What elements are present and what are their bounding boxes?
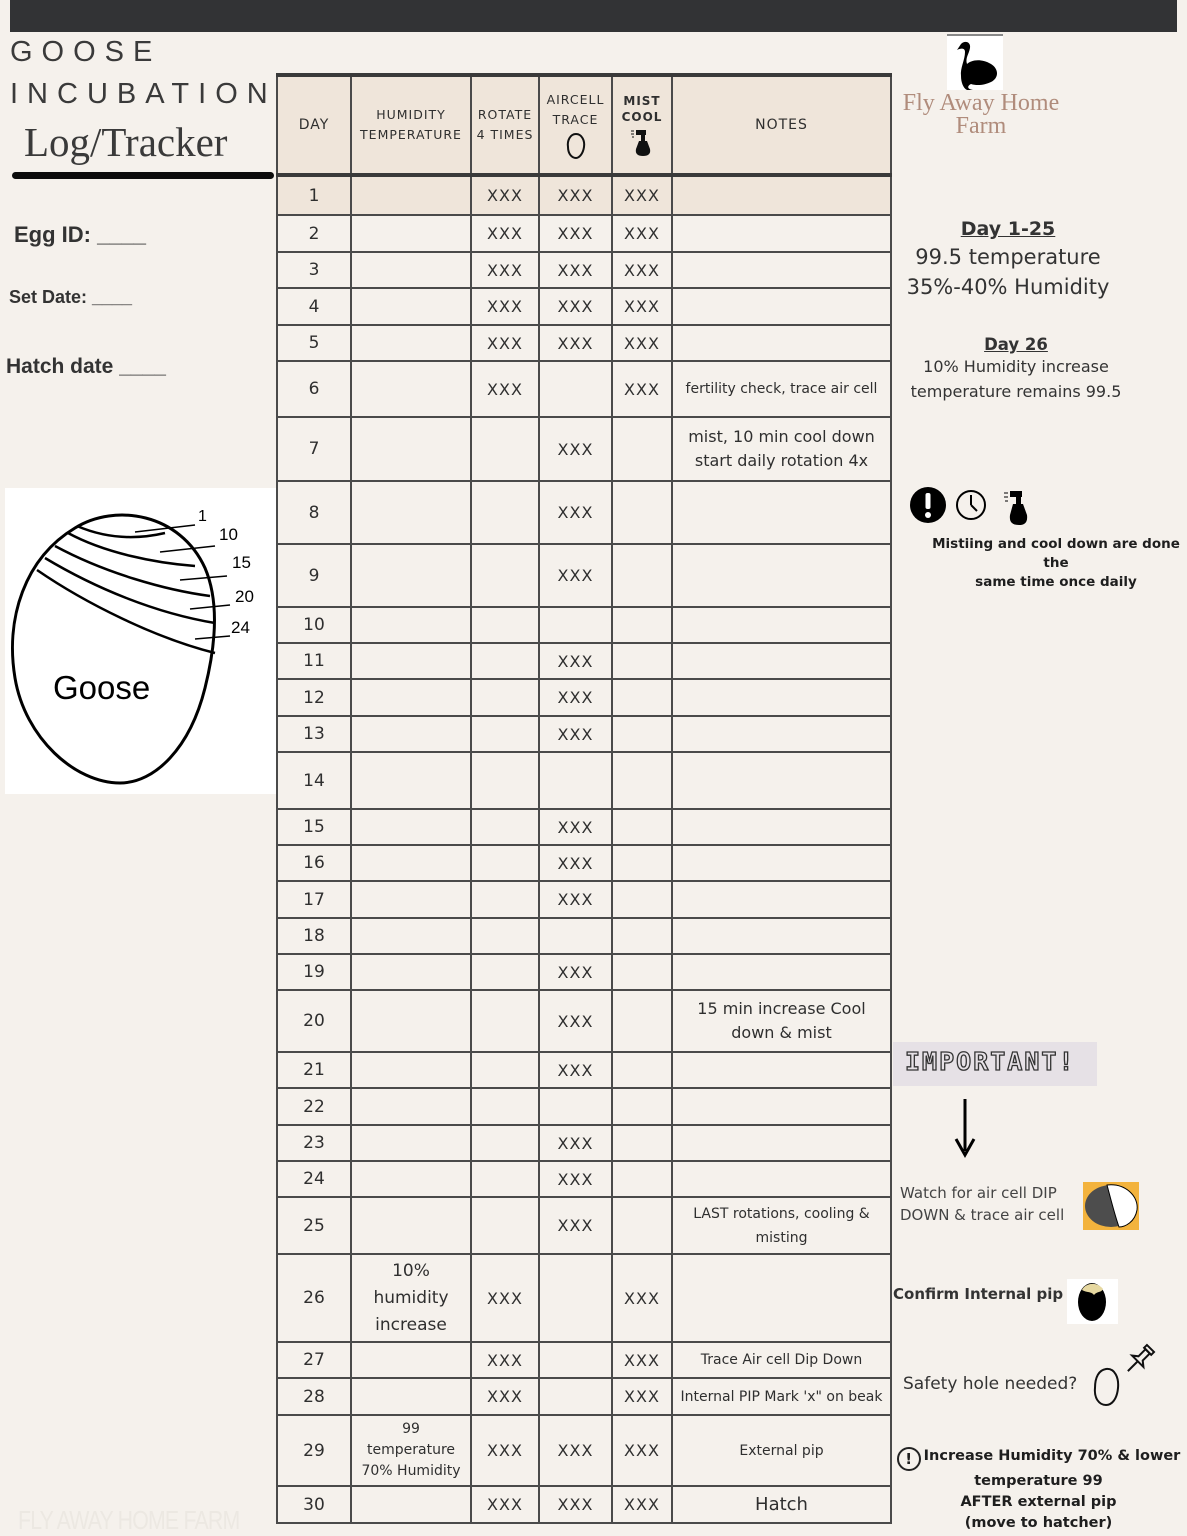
incubation-log-table xyxy=(276,73,892,1524)
svg-text:10: 10 xyxy=(219,525,238,544)
mist-cell[interactable] xyxy=(612,643,672,679)
table-row xyxy=(277,252,891,288)
day-cell: 9 xyxy=(277,544,351,607)
mist-cell[interactable]: XXX xyxy=(612,175,672,215)
table-row xyxy=(277,215,891,252)
arrow-down-icon xyxy=(952,1097,978,1159)
aircell-cell[interactable]: XXX xyxy=(539,544,612,607)
mist-cell[interactable]: XXX xyxy=(612,1342,672,1378)
set-date-field[interactable]: Set Date: ____ xyxy=(9,287,133,307)
aircell-cell[interactable]: XXX xyxy=(539,481,612,544)
humidity-cell[interactable] xyxy=(351,1125,471,1161)
table-row xyxy=(277,752,891,809)
humidity-cell[interactable] xyxy=(351,175,471,215)
day-cell: 26 xyxy=(277,1254,351,1342)
hatch-conditions-note: ! Increase Humidity 70% & lower temperature 99 AFTER external pip (move to hatcher) xyxy=(890,1446,1187,1534)
hatch-date-field[interactable]: Hatch date ____ xyxy=(6,355,166,378)
notes-cell[interactable]: LAST rotations, cooling & misting xyxy=(672,1197,891,1254)
mist-cell[interactable] xyxy=(612,918,672,954)
aircell-cell[interactable] xyxy=(539,1378,612,1415)
brand-name: Fly Away Home Farm xyxy=(902,90,1060,139)
table-row xyxy=(277,1486,891,1523)
aircell-cell[interactable]: XXX xyxy=(539,288,612,325)
egg-pushpin-icon xyxy=(1090,1343,1162,1409)
table-row xyxy=(277,716,891,752)
rotate-cell[interactable] xyxy=(471,1161,539,1197)
notes-cell[interactable] xyxy=(672,679,891,716)
table-row xyxy=(277,607,891,643)
mist-cell[interactable] xyxy=(612,1125,672,1161)
svg-text:24: 24 xyxy=(231,618,250,637)
day-cell: 5 xyxy=(277,325,351,361)
mist-cell[interactable] xyxy=(612,481,672,544)
notes-cell[interactable] xyxy=(672,752,891,809)
aircell-cell[interactable]: XXX xyxy=(539,643,612,679)
col-header-rotate: ROTATE 4 TIMES xyxy=(471,75,539,175)
day-cell: 8 xyxy=(277,481,351,544)
humidity-cell[interactable]: 10% humidity increase xyxy=(351,1254,471,1342)
aircell-diagram xyxy=(5,488,276,794)
humidity-cell[interactable] xyxy=(351,1088,471,1125)
mist-cell[interactable]: XXX xyxy=(612,361,672,417)
notes-cell[interactable] xyxy=(672,1052,891,1088)
table-row xyxy=(277,845,891,881)
aircell-cell[interactable]: XXX xyxy=(539,1161,612,1197)
mist-cell[interactable] xyxy=(612,990,672,1052)
humidity-cell[interactable] xyxy=(351,361,471,417)
table-row xyxy=(277,809,891,845)
table-header-row xyxy=(277,75,891,175)
table-row xyxy=(277,1125,891,1161)
notes-cell[interactable]: Trace Air cell Dip Down xyxy=(672,1342,891,1378)
humidity-cell[interactable] xyxy=(351,1486,471,1523)
rotate-cell[interactable]: XXX xyxy=(471,215,539,252)
day-cell: 13 xyxy=(277,716,351,752)
day-cell: 6 xyxy=(277,361,351,417)
notes-cell[interactable]: External pip xyxy=(672,1415,891,1486)
rotate-cell[interactable] xyxy=(471,1088,539,1125)
rotate-cell[interactable]: XXX xyxy=(471,252,539,288)
table-row xyxy=(277,954,891,990)
aircell-cell[interactable]: XXX xyxy=(539,252,612,288)
day-cell: 10 xyxy=(277,607,351,643)
misting-icons xyxy=(909,487,1049,527)
day-cell: 4 xyxy=(277,288,351,325)
humidity-cell[interactable] xyxy=(351,918,471,954)
internal-pip-icon xyxy=(1067,1279,1118,1324)
spray-bottle-icon xyxy=(1004,491,1027,525)
svg-text:20: 20 xyxy=(235,587,254,606)
col-header-notes: NOTES xyxy=(672,75,891,175)
table-row xyxy=(277,1342,891,1378)
rotate-cell[interactable] xyxy=(471,607,539,643)
day-cell: 30 xyxy=(277,1486,351,1523)
goose-silhouette-icon xyxy=(947,34,1003,90)
notes-cell[interactable] xyxy=(672,1254,891,1342)
rotate-cell[interactable] xyxy=(471,679,539,716)
mist-cell[interactable]: XXX xyxy=(612,288,672,325)
humidity-cell[interactable] xyxy=(351,417,471,481)
humidity-cell[interactable] xyxy=(351,544,471,607)
goose-egg-illustration xyxy=(5,488,276,794)
rotate-cell[interactable]: XXX xyxy=(471,1254,539,1342)
humidity-cell[interactable] xyxy=(351,252,471,288)
title-underline xyxy=(12,172,274,179)
humidity-cell[interactable] xyxy=(351,481,471,544)
clock-icon xyxy=(957,491,985,519)
rotate-cell[interactable]: XXX xyxy=(471,1342,539,1378)
top-bar xyxy=(10,0,1177,32)
aircell-cell[interactable] xyxy=(539,752,612,809)
title-goose: GOOSE xyxy=(10,36,162,68)
rotate-cell[interactable] xyxy=(471,643,539,679)
day-cell: 21 xyxy=(277,1052,351,1088)
mist-cell[interactable]: XXX xyxy=(612,252,672,288)
day-cell: 1 xyxy=(277,175,351,215)
notes-cell[interactable] xyxy=(672,918,891,954)
humidity-cell[interactable] xyxy=(351,288,471,325)
exclamation-icon xyxy=(910,487,946,523)
aircell-cell[interactable] xyxy=(539,607,612,643)
rotate-cell[interactable] xyxy=(471,881,539,918)
day-cell: 17 xyxy=(277,881,351,918)
mist-cell[interactable] xyxy=(612,716,672,752)
aircell-cell[interactable]: XXX xyxy=(539,325,612,361)
aircell-cell[interactable]: XXX xyxy=(539,1052,612,1088)
notes-cell[interactable]: 15 min increase Cool down & mist xyxy=(672,990,891,1052)
mist-cell[interactable] xyxy=(612,1052,672,1088)
aircell-cell[interactable] xyxy=(539,1342,612,1378)
exclamation-circle-icon: ! xyxy=(897,1447,921,1471)
rotate-cell[interactable] xyxy=(471,481,539,544)
title-incubation: INCUBATION xyxy=(10,78,277,110)
rotate-cell[interactable]: XXX xyxy=(471,175,539,215)
notes-cell[interactable] xyxy=(672,325,891,361)
rotate-cell[interactable] xyxy=(471,918,539,954)
rotate-cell[interactable] xyxy=(471,845,539,881)
notes-cell[interactable] xyxy=(672,252,891,288)
table-row xyxy=(277,1378,891,1415)
table-row xyxy=(277,361,891,417)
col-header-mist-cool: MIST COOL xyxy=(612,75,672,175)
notes-cell[interactable]: mist, 10 min cool down start daily rotation 4x xyxy=(672,417,891,481)
humidity-cell[interactable] xyxy=(351,954,471,990)
day-cell: 18 xyxy=(277,918,351,954)
humidity-cell[interactable] xyxy=(351,1378,471,1415)
watch-aircell-note: Watch for air cell DIP DOWN & trace air cell xyxy=(900,1184,1065,1224)
notes-cell[interactable]: Internal PIP Mark 'x" on beak xyxy=(672,1378,891,1415)
humidity-cell[interactable] xyxy=(351,607,471,643)
table-row xyxy=(277,918,891,954)
mist-cell[interactable]: XXX xyxy=(612,1486,672,1523)
mist-cell[interactable]: XXX xyxy=(612,1378,672,1415)
mist-cell[interactable] xyxy=(612,607,672,643)
day-cell: 12 xyxy=(277,679,351,716)
humidity-cell[interactable] xyxy=(351,1161,471,1197)
rotate-cell[interactable] xyxy=(471,1052,539,1088)
day-cell: 24 xyxy=(277,1161,351,1197)
humidity-cell[interactable] xyxy=(351,1197,471,1254)
table-row xyxy=(277,643,891,679)
aircell-cell[interactable]: XXX xyxy=(539,1125,612,1161)
mist-cell[interactable] xyxy=(612,845,672,881)
aircell-cell[interactable] xyxy=(539,1088,612,1125)
title-log-tracker: Log/Tracker xyxy=(24,119,228,165)
table-row xyxy=(277,1052,891,1088)
mist-cell[interactable] xyxy=(612,881,672,918)
watermark: FLY AWAY HOME FARM xyxy=(18,1505,240,1535)
table-row xyxy=(277,1197,891,1254)
rotate-cell[interactable] xyxy=(471,417,539,481)
pushpin-icon xyxy=(1122,1343,1156,1377)
rotate-cell[interactable] xyxy=(471,716,539,752)
aircell-cell[interactable]: XXX xyxy=(539,1415,612,1486)
humidity-cell[interactable] xyxy=(351,716,471,752)
rotate-cell[interactable]: XXX xyxy=(471,1378,539,1415)
notes-cell[interactable] xyxy=(672,481,891,544)
day-cell: 2 xyxy=(277,215,351,252)
humidity-cell[interactable] xyxy=(351,752,471,809)
day-1-25-guide: Day 1-25 99.5 temperature 35%-40% Humidity xyxy=(906,218,1110,299)
svg-text:15: 15 xyxy=(232,553,251,572)
table-row xyxy=(277,288,891,325)
aircell-cell[interactable]: XXX xyxy=(539,1486,612,1523)
aircell-cell[interactable]: XXX xyxy=(539,679,612,716)
day-cell: 22 xyxy=(277,1088,351,1125)
rotate-cell[interactable]: XXX xyxy=(471,361,539,417)
table-row xyxy=(277,881,891,918)
mist-cell[interactable]: XXX xyxy=(612,1415,672,1486)
rotate-cell[interactable] xyxy=(471,809,539,845)
col-header-humidity: HUMIDITY TEMPERATURE xyxy=(351,75,471,175)
day-cell: 23 xyxy=(277,1125,351,1161)
rotate-cell[interactable] xyxy=(471,990,539,1052)
rotate-cell[interactable] xyxy=(471,1125,539,1161)
mist-cell[interactable]: XXX xyxy=(612,325,672,361)
day-cell: 28 xyxy=(277,1378,351,1415)
rotate-cell[interactable]: XXX xyxy=(471,1415,539,1486)
aircell-cell[interactable]: XXX xyxy=(539,845,612,881)
rotate-cell[interactable]: XXX xyxy=(471,1486,539,1523)
egg-label: Goose xyxy=(53,669,151,706)
notes-cell[interactable] xyxy=(672,954,891,990)
table-row xyxy=(277,544,891,607)
humidity-cell[interactable] xyxy=(351,679,471,716)
mist-cell[interactable] xyxy=(612,1088,672,1125)
notes-cell[interactable] xyxy=(672,288,891,325)
mist-cell[interactable] xyxy=(612,1197,672,1254)
day-cell: 15 xyxy=(277,809,351,845)
mist-cell[interactable] xyxy=(612,679,672,716)
aircell-cell[interactable]: XXX xyxy=(539,809,612,845)
aircell-cell[interactable]: XXX xyxy=(539,215,612,252)
humidity-cell[interactable] xyxy=(351,845,471,881)
day-cell: 3 xyxy=(277,252,351,288)
day-cell: 19 xyxy=(277,954,351,990)
aircell-cell[interactable]: XXX xyxy=(539,417,612,481)
day-cell: 20 xyxy=(277,990,351,1052)
rotate-cell[interactable] xyxy=(471,1197,539,1254)
col-header-day: DAY xyxy=(277,75,351,175)
aircell-cell[interactable] xyxy=(539,1254,612,1342)
notes-cell[interactable] xyxy=(672,881,891,918)
aircell-cell[interactable]: XXX xyxy=(539,954,612,990)
day-cell: 29 xyxy=(277,1415,351,1486)
table-row xyxy=(277,1415,891,1486)
aircell-cell[interactable]: XXX xyxy=(539,1197,612,1254)
humidity-cell[interactable]: 99 temperature 70% Humidity xyxy=(351,1415,471,1486)
important-banner: IMPORTANT! xyxy=(893,1042,1097,1086)
aircell-cell[interactable] xyxy=(539,361,612,417)
aircell-cell[interactable]: XXX xyxy=(539,716,612,752)
notes-cell[interactable]: fertility check, trace air cell xyxy=(672,361,891,417)
day-cell: 11 xyxy=(277,643,351,679)
notes-cell[interactable] xyxy=(672,643,891,679)
humidity-cell[interactable] xyxy=(351,643,471,679)
table-row xyxy=(277,679,891,716)
notes-cell[interactable] xyxy=(672,1125,891,1161)
table-row xyxy=(277,1161,891,1197)
day-cell: 14 xyxy=(277,752,351,809)
notes-cell[interactable] xyxy=(672,544,891,607)
day-cell: 16 xyxy=(277,845,351,881)
mist-cell[interactable]: XXX xyxy=(612,215,672,252)
notes-cell[interactable] xyxy=(672,215,891,252)
confirm-internal-pip: Confirm Internal pip xyxy=(893,1285,1064,1303)
notes-cell[interactable] xyxy=(672,809,891,845)
humidity-cell[interactable] xyxy=(351,215,471,252)
notes-cell[interactable] xyxy=(672,1088,891,1125)
notes-cell[interactable] xyxy=(672,175,891,215)
notes-cell[interactable] xyxy=(672,607,891,643)
mist-cell[interactable] xyxy=(612,954,672,990)
mist-cell[interactable] xyxy=(612,809,672,845)
notes-cell[interactable]: Hatch xyxy=(672,1486,891,1523)
humidity-cell[interactable] xyxy=(351,1052,471,1088)
spray-bottle-icon xyxy=(630,127,654,157)
aircell-dip-icon xyxy=(1083,1182,1139,1230)
rotate-cell[interactable] xyxy=(471,954,539,990)
humidity-cell[interactable] xyxy=(351,325,471,361)
egg-id-field[interactable]: Egg ID: ____ xyxy=(14,222,147,247)
mist-cell[interactable]: XXX xyxy=(612,1254,672,1342)
mist-cell[interactable] xyxy=(612,417,672,481)
aircell-cell[interactable]: XXX xyxy=(539,175,612,215)
table-row xyxy=(277,417,891,481)
aircell-cell[interactable]: XXX xyxy=(539,881,612,918)
table-row xyxy=(277,325,891,361)
mist-cell[interactable] xyxy=(612,544,672,607)
svg-text:1: 1 xyxy=(198,508,207,525)
rotate-cell[interactable]: XXX xyxy=(471,325,539,361)
day-cell: 7 xyxy=(277,417,351,481)
day-cell: 25 xyxy=(277,1197,351,1254)
humidity-cell[interactable] xyxy=(351,1342,471,1378)
mist-cell[interactable] xyxy=(612,1161,672,1197)
egg-outline-icon xyxy=(565,132,587,160)
humidity-cell[interactable] xyxy=(351,809,471,845)
day-cell: 27 xyxy=(277,1342,351,1378)
table-row xyxy=(277,990,891,1052)
safety-hole-question: Safety hole needed? xyxy=(903,1374,1078,1394)
notes-cell[interactable] xyxy=(672,845,891,881)
table-row xyxy=(277,175,891,215)
aircell-cell[interactable]: XXX xyxy=(539,990,612,1052)
notes-cell[interactable] xyxy=(672,716,891,752)
rotate-cell[interactable]: XXX xyxy=(471,288,539,325)
table-row xyxy=(277,1254,891,1342)
rotate-cell[interactable] xyxy=(471,752,539,809)
col-header-aircell: AIRCELL TRACE xyxy=(539,75,612,175)
humidity-cell[interactable] xyxy=(351,881,471,918)
mist-cell[interactable] xyxy=(612,752,672,809)
table-row xyxy=(277,1088,891,1125)
humidity-cell[interactable] xyxy=(351,990,471,1052)
aircell-cell[interactable] xyxy=(539,918,612,954)
day-26-guide: Day 26 10% Humidity increase temperature remains 99.5 xyxy=(910,335,1122,401)
notes-cell[interactable] xyxy=(672,1161,891,1197)
table-row xyxy=(277,481,891,544)
rotate-cell[interactable] xyxy=(471,544,539,607)
misting-note: Mistiing and cool down are done the same time once daily xyxy=(932,536,1180,590)
